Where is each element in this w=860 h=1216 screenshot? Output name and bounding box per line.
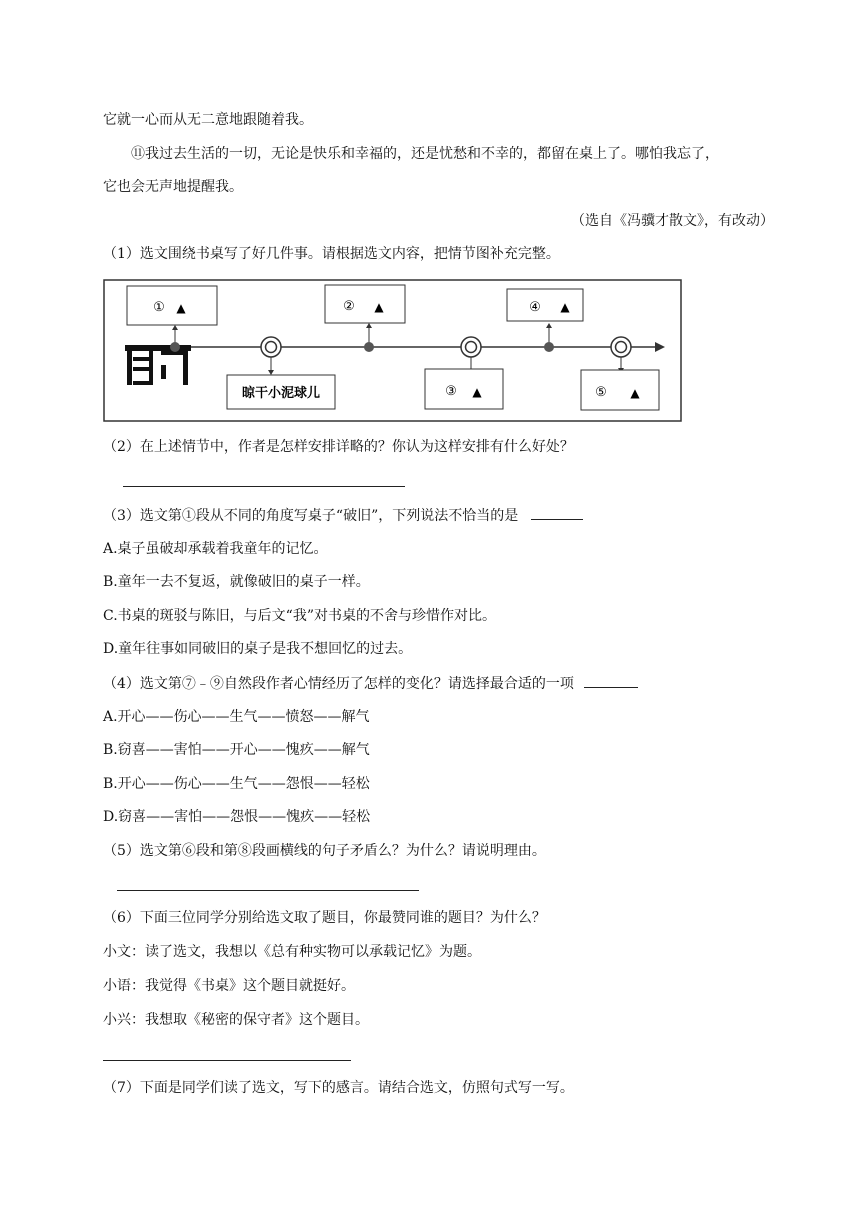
question-2-prompt: （2）在上述情节中，作者是怎样安排详略的？你认为这样安排有什么好处？ [103, 439, 574, 455]
option[interactable]: C.书桌的斑驳与陈旧，与后文“我”对书桌的不舍与珍惜作对比。 [103, 608, 496, 624]
plot-diagram [103, 279, 683, 423]
question-5-prompt: （5）选文第⑥段和第⑧段画横线的句子矛盾么？为什么？请说明理由。 [103, 843, 546, 859]
answer-blank[interactable] [584, 673, 638, 688]
svg-text:①: ① [153, 300, 165, 315]
question-4-line [103, 673, 638, 694]
svg-text:③: ③ [445, 384, 457, 399]
student-suggestion: 小文：读了选文，我想以《总有种实物可以承载记忆》为题。 [103, 944, 481, 960]
passage-paragraph-11: ⑪我过去生活的一切，无论是快乐和幸福的，还是忧愁和不幸的，都留在桌上了。哪怕我忘了， [131, 146, 719, 162]
question-1-prompt: （1）选文围绕书桌写了好几件事。请根据选文内容，把情节图补充完整。 [103, 246, 560, 262]
question-6-prompt: （6）下面三位同学分别给选文取了题目，你最赞同谁的题目？为什么？ [103, 910, 546, 926]
plot-box-1[interactable] [127, 286, 217, 325]
option[interactable]: B.开心——伤心——生气——怨恨——轻松 [103, 776, 370, 792]
passage-line: 它也会无声地提醒我。 [103, 179, 243, 195]
passage-source: （选自《冯骥才散文》，有改动） [571, 213, 774, 229]
student-suggestion: 小语：我觉得《书桌》这个题目就挺好。 [103, 978, 355, 994]
student-suggestion: 小兴：我想取《秘密的保守者》这个题目。 [103, 1012, 369, 1028]
option[interactable]: B.童年一去不复返，就像破旧的桌子一样。 [103, 574, 370, 590]
svg-text:▲: ▲ [630, 386, 640, 400]
question-4-prompt: （4）选文第⑦﹣⑨自然段作者心情经历了怎样的变化？请选择最合适的一项 [103, 676, 574, 692]
svg-text:④: ④ [529, 300, 541, 315]
svg-text:▲: ▲ [176, 301, 186, 315]
option[interactable]: B.窃喜——害怕——开心——愧疚——解气 [103, 742, 370, 758]
question-7-prompt: （7）下面是同学们读了选文，写下的感言。请结合选文，仿照句式写一写。 [103, 1080, 574, 1096]
svg-text:②: ② [343, 299, 355, 314]
svg-text:▲: ▲ [374, 300, 384, 314]
svg-text:▲: ▲ [472, 385, 482, 399]
plot-box-4[interactable] [507, 289, 583, 321]
plot-box-5[interactable] [581, 370, 659, 410]
question-3-prompt: （3）选文第①段从不同的角度写桌子“破旧”，下列说法不恰当的是 [103, 508, 519, 524]
answer-blank[interactable] [531, 505, 583, 520]
option[interactable]: A.开心——伤心——生气——愤怒——解气 [103, 709, 370, 725]
question-3-line [103, 505, 583, 526]
answer-line[interactable] [117, 890, 419, 891]
svg-text:▲: ▲ [560, 300, 570, 314]
answer-line[interactable] [123, 486, 405, 487]
plot-box-2[interactable] [325, 285, 405, 323]
answer-line[interactable] [103, 1060, 351, 1061]
option[interactable]: D.童年往事如同破旧的桌子是我不想回忆的过去。 [103, 641, 413, 657]
svg-text:晾干小泥球儿: 晾干小泥球儿 [241, 386, 321, 401]
svg-text:⑤: ⑤ [595, 385, 607, 400]
option[interactable]: D.窃喜——害怕——怨恨——愧疚——轻松 [103, 809, 371, 825]
plot-box-given [227, 375, 335, 409]
plot-box-3[interactable] [425, 369, 503, 409]
option[interactable]: A.桌子虽破却承载着我童年的记忆。 [103, 541, 328, 557]
passage-line: 它就一心而从无二意地跟随着我。 [103, 112, 313, 128]
